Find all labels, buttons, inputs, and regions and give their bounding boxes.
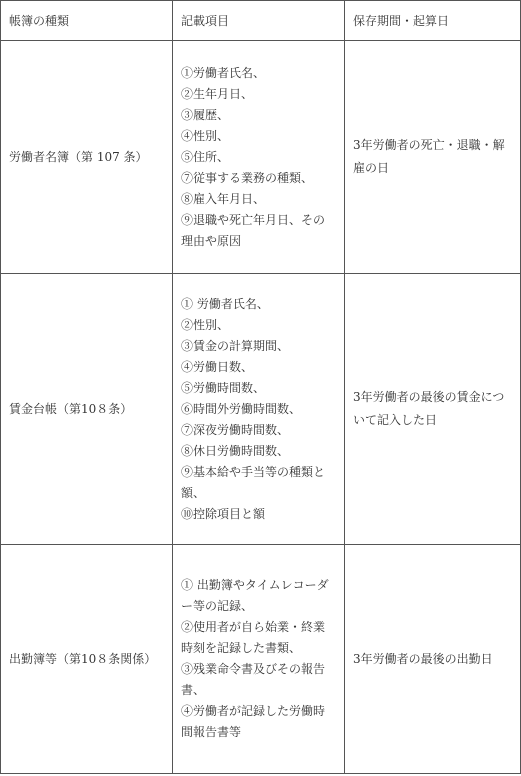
list-item: ① 労働者氏名、 (181, 296, 269, 311)
list-item: ③賃金の計算期間、 (181, 338, 290, 353)
list-item: ⑩控除項目と額 (181, 506, 266, 521)
list-item: ④労働者が記録した労働時間報告書等 (181, 704, 326, 739)
list-item: ⑤住所、 (181, 149, 230, 164)
list-item: ⑨基本給や手当等の種類と額、 (181, 464, 326, 500)
list-item: ⑧休日労働時間数、 (181, 443, 290, 458)
table-row (1, 545, 521, 774)
list-item: ③残業命令書及びその報告書、 (181, 662, 326, 697)
list-item: ① 出勤簿やタイムレコーダー等の記録、 (181, 578, 329, 613)
retention-cell: 3年労働者の死亡・退職・解雇の日 (345, 41, 521, 274)
entry-items-cell (173, 545, 345, 774)
entry-items-list (181, 286, 336, 533)
entry-items-list (181, 55, 336, 260)
entry-items-list (181, 567, 336, 751)
list-item: ⑤労働時間数、 (181, 380, 266, 395)
ledger-name-cell: 賃金台帳（第10８条） (1, 274, 173, 545)
list-item: ⑥時間外労働時間数、 (181, 401, 302, 416)
list-item: ②使用者が自ら始業・終業時刻を記録した書類、 (181, 620, 326, 655)
ledger-name-cell: 労働者名簿（第 107 条） (1, 41, 173, 274)
list-item: ⑧雇入年月日、 (181, 191, 266, 206)
list-item: ③履歴、 (181, 107, 230, 122)
list-item: ④労働日数、 (181, 359, 254, 374)
retention-cell: 3年労働者の最後の賃金について記入した日 (345, 274, 521, 545)
header-ledger-type: 帳簿の種類 (1, 1, 173, 41)
list-item: ②性別、 (181, 317, 230, 332)
list-item: ①労働者氏名、 (181, 65, 266, 80)
list-item: ④性別、 (181, 128, 230, 143)
list-item: ⑨退職や死亡年月日、その理由や原因 (181, 212, 326, 248)
entry-items-cell (173, 41, 345, 274)
list-item: ②生年月日、 (181, 86, 254, 101)
list-item: ⑦従事する業務の種類、 (181, 170, 314, 185)
table-row (1, 41, 521, 274)
ledger-name-cell: 出勤簿等（第10８条関係） (1, 545, 173, 774)
header-entry-items: 記載項目 (173, 1, 345, 41)
list-item: ⑦深夜労働時間数、 (181, 422, 290, 437)
retention-cell: 3年労働者の最後の出勤日 (345, 545, 521, 774)
entry-items-cell (173, 274, 345, 545)
header-row (1, 1, 521, 41)
header-retention-period: 保存期間・起算日 (345, 1, 521, 41)
table-row (1, 274, 521, 545)
